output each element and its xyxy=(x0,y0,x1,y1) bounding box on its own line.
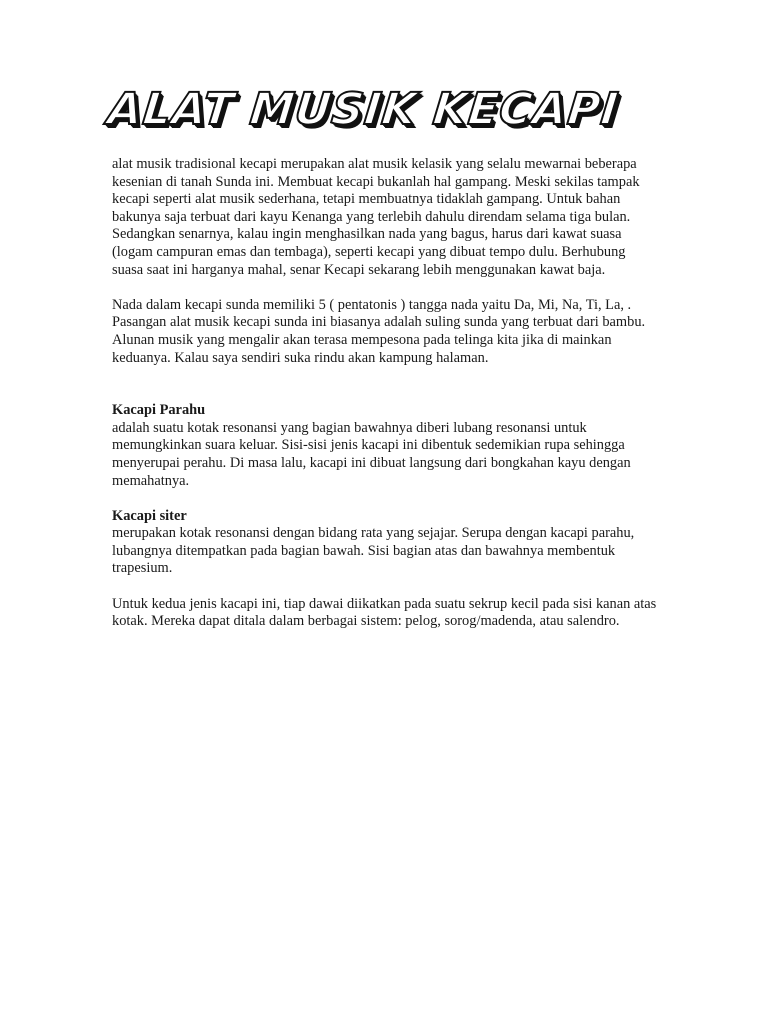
section-body-kacapi-parahu: adalah suatu kotak resonansi yang bagian bawahnya diberi lubang resonansi untuk memungkinkan suara keluar. Sisi-sisi jenis kacapi ini dibentuk sedemikian rupa sehingga menyerupai perahu. Di masa lalu, kacapi ini dibuat langsung dari bongkahan kayu dengan memahatnya. xyxy=(112,419,631,489)
page-title: ALAT MUSIK KECAPI xyxy=(105,84,622,135)
section-spacer xyxy=(112,367,660,402)
paragraph-spacer xyxy=(112,490,660,508)
document-body xyxy=(112,156,660,631)
section-heading-kacapi-parahu: Kacapi Parahu xyxy=(112,402,206,419)
paragraph-spacer xyxy=(112,279,660,297)
intro-paragraph: alat musik tradisional kecapi merupakan alat musik kelasik yang selalu mewarnai beberapa kesenian di tanah Sunda ini. Membuat kecapi bukanlah hal gampang. Meski sekilas tampak kecapi seperti alat musik sederhana, tetapi membuatnya tidaklah gampang. Untuk bahan bakunya saja terbuat dari kayu Kenanga yang terlebih dahulu direndam selama tiga bulan. Sedangkan senarnya, kalau ingin menghasilkan nada yang bagus, harus dari kawat suasa (logam campuran emas dan tembaga), seperti kecapi yang dibuat tempo dulu. Berhubung suasa saat ini harganya mahal, senar Kecapi sekarang lebih menggunakan kawat baja. xyxy=(112,156,640,278)
pasangan-paragraph: Pasangan alat musik kecapi sunda ini biasanya adalah suling sunda yang terbuat dari bambu. Alunan musik yang mengalir akan terasa mempesona pada telinga kita jika di mainkan keduanya. Kalau saya sendiri suka rindu akan kampung halaman. xyxy=(112,314,646,366)
nada-paragraph: Nada dalam kecapi sunda memiliki 5 ( pentatonis ) tangga nada yaitu Da, Mi, Na, Ti, La, . xyxy=(112,296,632,313)
section-heading-kacapi-siter: Kacapi siter xyxy=(112,507,187,524)
section-body-kacapi-siter: merupakan kotak resonansi dengan bidang rata yang sejajar. Serupa dengan kacapi parahu, lubangnya ditempatkan pada bagian bawah. Sisi bagian atas dan bawahnya membentuk trapesium. xyxy=(112,525,635,577)
paragraph-spacer xyxy=(112,578,660,596)
closing-paragraph: Untuk kedua jenis kacapi ini, tiap dawai diikatkan pada suatu sekrup kecil pada sisi kanan atas kotak. Mereka dapat ditala dalam berbagai sistem: pelog, sorog/madenda, atau salendro. xyxy=(112,595,657,630)
